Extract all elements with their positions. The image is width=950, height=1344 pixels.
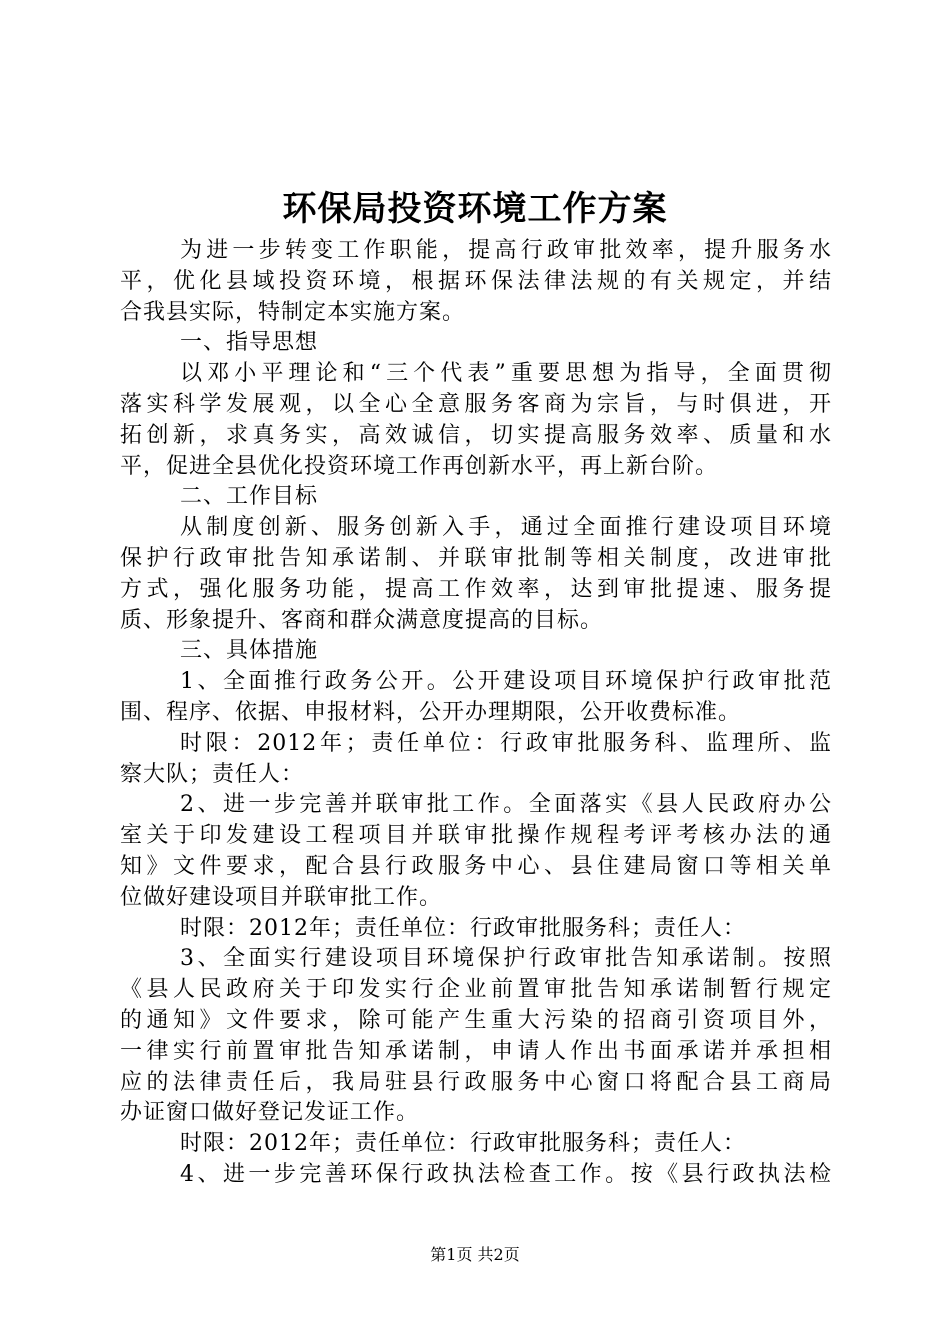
body-line: 时限：2012年；责任单位：行政审批服务科；责任人： xyxy=(180,1131,746,1157)
body-line: 时限：2012年；责任单位：行政审批服务科；责任人： xyxy=(180,915,746,941)
body-line: 方式，强化服务功能，提高工作效率，达到审批提速、服务提 xyxy=(120,576,832,602)
body-line: 室关于印发建设工程项目并联审批操作规程考评考核办法的通 xyxy=(120,823,832,849)
body-line: 质、形象提升、客商和群众满意度提高的目标。 xyxy=(120,607,604,633)
body-line: 落实科学发展观，以全心全意服务客商为宗旨，与时俱进，开 xyxy=(120,391,832,417)
document-title: 环保局投资环境工作方案 xyxy=(282,189,668,229)
body-line: 围、程序、依据、申报材料，公开办理期限，公开收费标准。 xyxy=(120,699,742,725)
body-line: 平，优化县域投资环境，根据环保法律法规的有关规定，并结 xyxy=(120,268,832,294)
body-line: 位做好建设项目并联审批工作。 xyxy=(120,884,443,910)
body-line: 应的法律责任后，我局驻县行政服务中心窗口将配合县工商局 xyxy=(120,1069,832,1095)
body-line: 三、具体措施 xyxy=(180,638,319,664)
body-line: 《县人民政府关于印发实行企业前置审批告知承诺制暂行规定 xyxy=(120,977,832,1003)
body-line: 4、进一步完善环保行政执法检查工作。按《县行政执法检 xyxy=(180,1161,832,1187)
body-line: 从制度创新、服务创新入手，通过全面推行建设项目环境 xyxy=(180,515,832,541)
body-line: 知》文件要求，配合县行政服务中心、县住建局窗口等相关单 xyxy=(120,853,832,879)
body-line: 的通知》文件要求，除可能产生重大污染的招商引资项目外， xyxy=(120,1007,832,1033)
body-line: 保护行政审批告知承诺制、并联审批制等相关制度，改进审批 xyxy=(120,545,832,571)
body-line: 拓创新，求真务实，高效诚信，切实提高服务效率、质量和水 xyxy=(120,422,832,448)
body-line: 办证窗口做好登记发证工作。 xyxy=(120,1100,420,1126)
page-footer: 第1页 共2页 xyxy=(430,1245,520,1264)
body-line: 3、全面实行建设项目环境保护行政审批告知承诺制。按照 xyxy=(180,946,832,972)
body-line: 以邓小平理论和“三个代表”重要思想为指导，全面贯彻 xyxy=(180,361,832,387)
body-line: 合我县实际，特制定本实施方案。 xyxy=(120,299,466,325)
body-line: 一、指导思想 xyxy=(180,330,319,356)
body-line: 时限：2012年；责任单位：行政审批服务科、监理所、监 xyxy=(180,730,832,756)
body-line: 二、工作目标 xyxy=(180,484,319,510)
body-line: 1、全面推行政务公开。公开建设项目环境保护行政审批范 xyxy=(180,669,832,695)
body-line: 2、进一步完善并联审批工作。全面落实《县人民政府办公 xyxy=(180,792,832,818)
body-line: 为进一步转变工作职能，提高行政审批效率，提升服务水 xyxy=(180,238,832,263)
body-line: 一律实行前置审批告知承诺制，申请人作出书面承诺并承担相 xyxy=(120,1038,832,1064)
document-body xyxy=(120,236,832,1191)
body-line: 平，促进全县优化投资环境工作再创新水平，再上新台阶。 xyxy=(120,453,719,479)
body-line: 察大队；责任人： xyxy=(120,761,305,787)
